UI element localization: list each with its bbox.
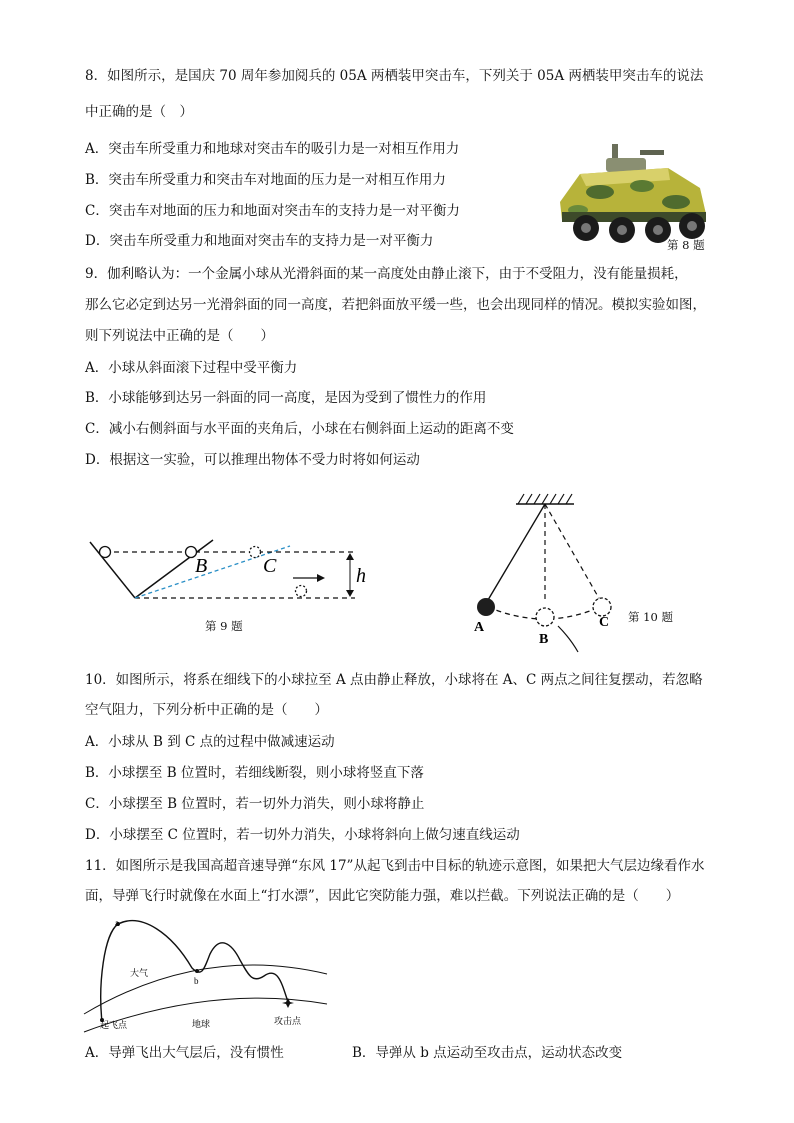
q11-stem-line-2: 面，导弹飞行时就像在水面上“打水漂”，因此它突防能力强，难以拦截。下列说法正确的是（ ） (85, 888, 680, 904)
label-b: b (194, 976, 199, 986)
pendulum-ball-a (477, 598, 495, 616)
ball-c (250, 547, 261, 558)
q11-option-a: A．导弹飞出大气层后，没有惯性 (85, 1045, 284, 1061)
q9-stem-line-3: 则下列说法中正确的是（ ） (85, 328, 274, 344)
label-target-point: 攻击点 (274, 1016, 302, 1026)
ball-start (100, 547, 111, 558)
label-b: B (195, 555, 208, 577)
ball-rolling (296, 586, 307, 597)
pendulum-diagram (468, 486, 628, 656)
q9-figure-caption: 第 9 题 (205, 619, 243, 633)
label-a: A (474, 620, 485, 635)
q10-option-b: B．小球摆至 B 位置时，若细线断裂，则小球将竖直下落 (85, 765, 424, 781)
q9-option-d: D．根据这一实验，可以推理出物体不受力时将如何运动 (85, 452, 420, 468)
q8-option-c: C．突击车对地面的压力和地面对突击车的支持力是一对平衡力 (85, 203, 460, 219)
q9-option-c: C．减小右侧斜面与水平面的夹角后，小球在右侧斜面上运动的距离不变 (85, 421, 514, 437)
incline-experiment-diagram (85, 538, 380, 608)
missile-trajectory-diagram (82, 914, 332, 1036)
q10-stem-line-1: 10．如图所示，将系在细线下的小球拉至 A 点由静止释放，小球将在 A、C 两点之间往复摆动，若忽略 (85, 672, 703, 688)
q8-option-b: B．突击车所受重力和突击车对地面的压力是一对相互作用力 (85, 172, 446, 188)
label-c: C (599, 615, 610, 630)
q10-figure-caption: 第 10 题 (628, 610, 673, 624)
q8-option-a: A．突击车所受重力和地球对突击车的吸引力是一对相互作用力 (85, 141, 460, 157)
q8-figure-caption: 第 8 题 (667, 238, 705, 252)
q8-option-d: D．突击车所受重力和地面对突击车的支持力是一对平衡力 (85, 233, 434, 249)
q9-stem-line-2: 那么它必定到达另一光滑斜面的同一高度，若把斜面放平缓一些，也会出现同样的情况。模拟实验如图， (85, 297, 706, 313)
q8-stem-line-2: 中正确的是（ ） (85, 104, 193, 120)
q9-option-b: B．小球能够到达另一斜面的同一高度，是因为受到了惯性力的作用 (85, 390, 487, 406)
q9-option-a: A．小球从斜面滚下过程中受平衡力 (85, 360, 298, 376)
pendulum-ball-c (593, 598, 611, 616)
pendulum-ball-b (536, 608, 554, 626)
label-h: h (356, 565, 366, 587)
q8-stem-line-1: 8．如图所示，是国庆 70 周年参加阅兵的 05A 两栖装甲突击车，下列关于 05A 两栖装甲突击车的说法 (85, 68, 704, 84)
label-earth: 地球 (192, 1019, 211, 1029)
q10-stem-line-2: 空气阻力，下列分析中正确的是（ ） (85, 702, 328, 718)
q10-option-c: C．小球摆至 B 位置时，若一切外力消失，则小球将静止 (85, 796, 425, 812)
label-a: a (115, 918, 119, 928)
label-launch-point: 起飞点 (100, 1020, 128, 1030)
label-b: B (539, 632, 549, 647)
q10-option-d: D．小球摆至 C 位置时，若一切外力消失，小球将斜向上做匀速直线运动 (85, 827, 520, 843)
q11-stem-line-1: 11．如图所示是我国高超音速导弹“东风 17”从起飞到击中目标的轨迹示意图，如果把大气层边缘看作水 (85, 858, 705, 874)
q9-stem-line-1: 9．伽利略认为：一个金属小球从光滑斜面的某一高度处由静止滚下，由于不受阻力，没有能量损耗， (85, 266, 688, 282)
label-c: C (263, 555, 277, 577)
q10-option-a: A．小球从 B 到 C 点的过程中做减速运动 (85, 734, 335, 750)
q11-option-b: B．导弹从 b 点运动至攻击点，运动状态改变 (352, 1045, 623, 1061)
label-atmosphere: 大气 (130, 968, 149, 978)
